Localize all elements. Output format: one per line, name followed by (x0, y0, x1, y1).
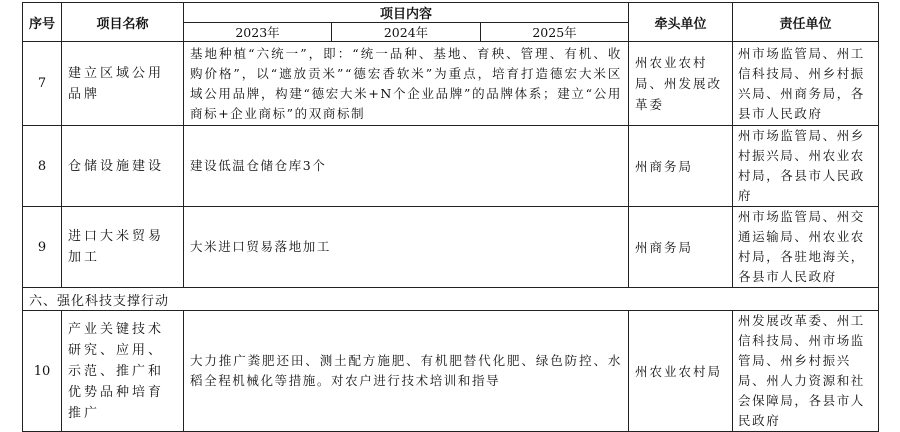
row-content: 大米进口贸易落地加工 (184, 207, 629, 288)
row-name: 产业关键技术研究、应用、示范、推广和优势品种培育推广 (62, 311, 184, 432)
row-seq: 10 (23, 311, 62, 432)
header-year-2025: 2025年 (481, 23, 629, 42)
row-resp: 州市场监管局、州工信科技局、州乡村振兴局、州商务局，各县市人民政府 (733, 42, 879, 126)
header-name: 项目名称 (62, 3, 184, 42)
row-lead: 州商务局 (629, 126, 733, 207)
row-seq: 7 (23, 42, 62, 126)
header-lead: 牵头单位 (629, 3, 733, 42)
row-name: 进口大米贸易加工 (62, 207, 184, 288)
header-content: 项目内容 (184, 3, 629, 23)
row-resp: 州发展改革委、州工信科技局、州市场监管局、州乡村振兴局、州人力资源和社会保障局，各县市人民政府 (733, 311, 879, 432)
row-lead: 州农业农村局 (629, 311, 733, 432)
row-resp: 州市场监管局、州乡村振兴局、州农业农村局，各县市人民政府 (733, 126, 879, 207)
row-seq: 8 (23, 126, 62, 207)
row-lead: 州商务局 (629, 207, 733, 288)
table-row (23, 311, 879, 432)
header-row (23, 3, 879, 23)
header-seq: 序号 (23, 3, 62, 42)
project-table (22, 2, 879, 432)
header-resp: 责任单位 (733, 3, 879, 42)
section-title: 六、强化科技支撑行动 (23, 288, 879, 311)
header-year-2024: 2024年 (332, 23, 481, 42)
row-content: 大力推广粪肥还田、测土配方施肥、有机肥替代化肥、绿色防控、水稻全程机械化等措施。对农户进行技术培训和指导 (184, 311, 629, 432)
header-year-2023: 2023年 (184, 23, 332, 42)
section-row (23, 288, 879, 311)
row-resp: 州市场监管局、州交通运输局、州农业农村局，各驻地海关，各县市人民政府 (733, 207, 879, 288)
table-row (23, 126, 879, 207)
table-row (23, 207, 879, 288)
table-row (23, 42, 879, 126)
row-seq: 9 (23, 207, 62, 288)
row-content: 基地种植“六统一”，即：“统一品种、基地、育秧、管理、有机、收购价格”，以“遮放贡米”“德宏香软米”为重点，培育打造德宏大米区域公用品牌，构建“德宏大米+N个企业品牌”的品牌体系；建立“公用商标+企业商标”的双商标制 (184, 42, 629, 126)
row-name: 建立区域公用品牌 (62, 42, 184, 126)
row-content: 建设低温仓储仓库3个 (184, 126, 629, 207)
row-lead: 州农业农村局、州发展改革委 (629, 42, 733, 126)
row-name: 仓储设施建设 (62, 126, 184, 207)
